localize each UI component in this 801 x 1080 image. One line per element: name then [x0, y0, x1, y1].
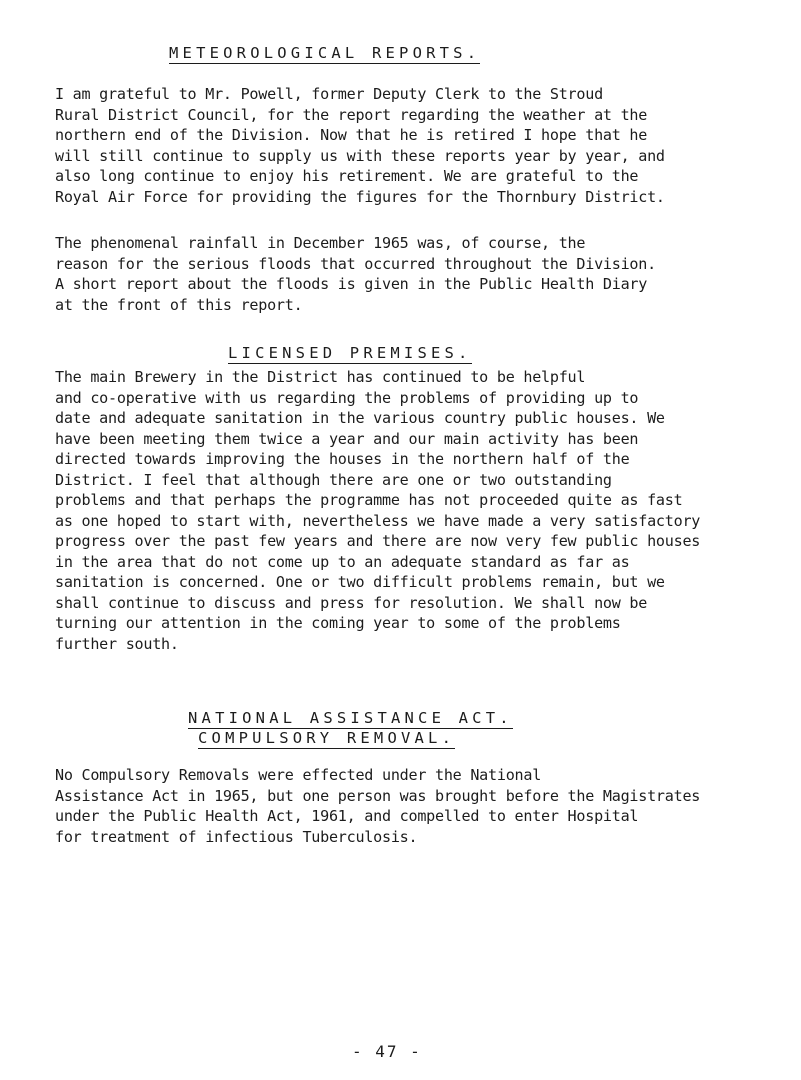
page-number: - 47 - [352, 1042, 422, 1061]
heading-meteorological-reports: METEOROLOGICAL REPORTS. [169, 44, 481, 62]
heading-national-assistance-act: NATIONAL ASSISTANCE ACT. [188, 709, 513, 727]
paragraph-licensed-premises: The main Brewery in the District has continued to be helpful and co-operative with us regarding the problems of providing up to date and adequate sanitation in the various country public houses. We have been meeting them twice a year and our main activity has been directed towards improving the houses in the northern half of the District. I feel that although there are one or two outstanding problems and that perhaps the programme has not proceeded quite as fast as one hoped to start with, nevertheless we have made a very satisfactory progress over the past few years and there are now very few public houses in the area that do not come up to an adequate standard as far as sanitation is concerned. One or two difficult problems remain, but we shall continue to discuss and press for resolution. We shall now be turning our attention in the coming year to some of the problems further south. [55, 368, 701, 653]
subheading-compulsory-removal: COMPULSORY REMOVAL. [198, 729, 456, 747]
paragraph-meteorological-1: I am grateful to Mr. Powell, former Deputy Clerk to the Stroud Rural District Council, for the report regarding the weather at the northern end of the Division. Now that he is retired I hope that he will still continue to supply us with these reports year by year, and also long continue to enjoy his retirement. We are grateful to the Royal Air Force for providing the figures for the Thornbury District. [55, 85, 665, 206]
paragraph-meteorological-2: The phenomenal rainfall in December 1965 was, of course, the reason for the serious floods that occurred throughout the Division. A short report about the floods is given in the Public Health Diary at the front of this report. [55, 234, 656, 314]
paragraph-national-assistance: No Compulsory Removals were effected under the National Assistance Act in 1965, but one person was brought before the Magistrates under the Public Health Act, 1961, and compelled to enter Hospital for treatment of infectious Tuberculosis. [55, 766, 701, 846]
heading-licensed-premises: LICENSED PREMISES. [228, 344, 472, 362]
